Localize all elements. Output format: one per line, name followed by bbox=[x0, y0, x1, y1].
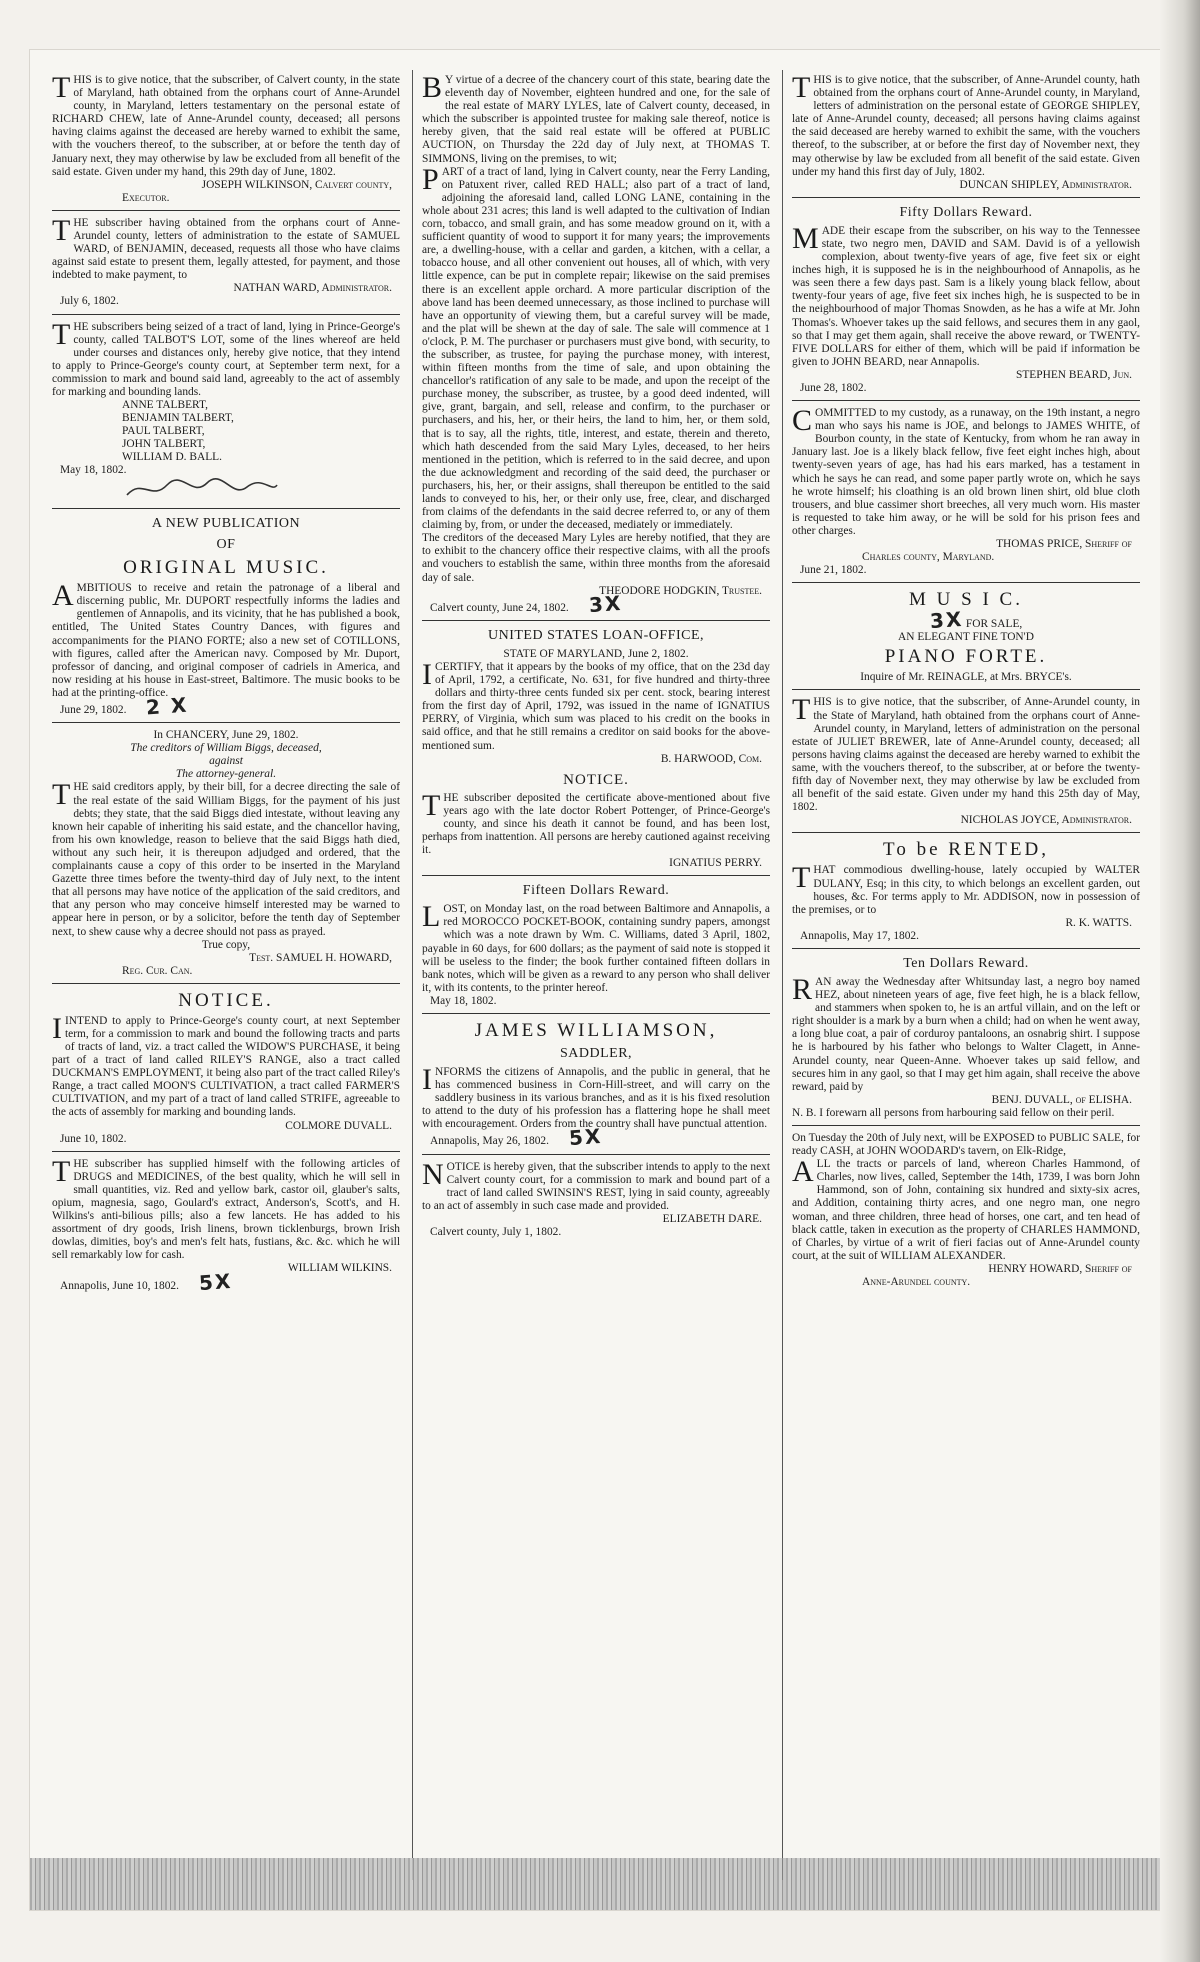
notice-body: THE said creditors apply, by their bill, for a decree directing the sale of the real estate of the said William Biggs, for the payment of his just debts; they state, that the said Biggs died intestate, without leaving any known heir capable of inheriting his said estate, and the chancellor having, from his own knowledge, reason to believe that the said Biggs hath died, without any such heir, it is thereupon adjudged and ordered, that the complainants cause a copy of this order to be inserted in the Maryland Gazette three times before the twenty-third day of July next, to the intent that all persons may have notice of the application of the said creditors, and that any person who may conceive himself interested may be warned to appear here in person, or by a solicitor, before the tenth day of September next, to shew cause why a decree should not pass as prayed. bbox=[52, 778, 400, 938]
perry-notice bbox=[422, 771, 770, 871]
notice-body: THIS is to give notice, that the subscriber, of Anne-Arundel county, in the State of Maryland, hath obtained from the orphans court of Anne-Arundel county, in Maryland, letters of administration on the personal estate of JULIET BREWER, late of Anne-Arundel county, deceased; all persons having claims against the deceased are hereby warned to exhibit the same, with the vouchers thereof, to the subscriber, at or before the twenty-fifth day of November next, they may otherwise by law be excluded from all benefit of the said estate. Given under my hand this 25th day of May, 1802. bbox=[792, 693, 1140, 814]
notice-body: COMMITTED to my custody, as a runaway, on the 19th instant, a negro man who says his name is JOE, and belongs to JAMES WHITE, of Bourbon county, in the state of Kentucky, from whom he ran away in January last. Joe is a likely black fellow, five feet eight inches high, about twenty-seven years of age, has had his ears marked, has a testament in which he says he can read, and some paper partly wrote on, which he says he wrote himself; his cloathing is an old brown linen shirt, old blue cloth trousers, and blue cassimer short breeches, all very much worn. His master is requested to take him away, or he will be sold for his prison fees and other charges. bbox=[792, 404, 1140, 537]
column-rule bbox=[782, 70, 783, 1880]
handwritten-mark: 3X bbox=[587, 590, 623, 617]
nota-bene: N. B. I forewarn all persons from harbouring said fellow on their peril. bbox=[792, 1106, 1115, 1119]
committed-notice bbox=[792, 404, 1140, 577]
ad-body: MADE their escape from the subscriber, on his way to the Tennessee state, two negro men, DAVID and SAM. David is of a yellowish complexion, about twenty-five years of age, five feet six or eight inches high, it is supposed he is in the neighbourhood of Annapolis, as he was seen there a few days past. Sam is a likely young black fellow, about twenty-four years of age, five feet six inches high, he is suspected to be in the neighbourhood of major Thomas Snowden, as he has a wife at Mr. John Thomas's. Whoever takes up the said fellows, and secures them in any gaol, so that I may get them again, shall receive the above reward, or TWENTY-FIVE DOLLARS for either of them, which will be paid if information be given to JOHN BEARD, near Annapolis. bbox=[792, 221, 1140, 368]
signature: HENRY HOWARD, Sheriff of bbox=[988, 1262, 1132, 1275]
handwritten-mark: 3X bbox=[928, 607, 964, 634]
divider bbox=[422, 1013, 770, 1014]
ten-dollars-reward bbox=[792, 955, 1140, 1120]
date-text: Annapolis, May 26, 1802. bbox=[430, 1135, 549, 1148]
scan-bottom-edge bbox=[30, 1858, 1160, 1910]
fifteen-dollars-reward bbox=[422, 882, 770, 1008]
signature: WILLIAM D. BALL. bbox=[122, 451, 222, 464]
for-sale: FOR SALE, bbox=[965, 618, 1023, 631]
notice-date: June 28, 1802. bbox=[800, 381, 867, 394]
signature: WILLIAM WILKINS. bbox=[287, 1262, 392, 1275]
ad-heading: To be RENTED, bbox=[883, 839, 1049, 861]
divider bbox=[792, 197, 1140, 198]
signature: STEPHEN BEARD, Jun. bbox=[1016, 368, 1132, 381]
notice-body: THIS is to give notice, that the subscriber, of Anne-Arundel county, hath obtained from the orphans court of Anne-Arundel county, in Maryland, letters of administration on the personal estate of GEORGE SHIPLEY, late of Anne-Arundel county, deceased; all persons having claims against the said deceased are hereby warned to exhibit the same, with the vouchers thereof, to the subscriber, at or before the first day of November next, they may otherwise by law be excluded from all benefit of the said estate. Given under my hand this first day of July, 1802. bbox=[792, 74, 1140, 178]
ad-heading: OF bbox=[216, 537, 236, 553]
signature: NATHAN WARD, Administrator. bbox=[233, 282, 392, 295]
notice-body: The creditors of the deceased Mary Lyles are hereby notified, that they are to exhibit to the chancery office their respective claims, with all the proofs and vouchers to establish the same, within three months from the aforesaid day of sale. bbox=[422, 532, 770, 584]
divider bbox=[792, 689, 1140, 690]
shipley-notice bbox=[792, 74, 1140, 192]
public-sale-notice bbox=[792, 1132, 1140, 1289]
ad-heading: UNITED STATES LOAN-OFFICE, bbox=[487, 627, 705, 643]
signature: NICHOLAS JOYCE, Administrator. bbox=[960, 814, 1132, 827]
ad-heading: Ten Dollars Reward. bbox=[903, 955, 1029, 971]
duvall-notice bbox=[52, 990, 400, 1146]
notice-date: June 10, 1802. bbox=[60, 1132, 127, 1145]
piano-ad bbox=[792, 589, 1140, 684]
divider bbox=[792, 582, 1140, 583]
notice-date: Calvert county, July 1, 1802. bbox=[430, 1226, 562, 1239]
ad-body: THE subscriber has supplied himself with the following articles of DRUGS and MEDICINES, of the best quality, which he will sell in small quantities, viz. Red and yellow bark, castor oil, glauber's salts, opium, magnesia, sago, Goulard's extract, Anderson's, Scott's, and H. Wilkins's anti-bilious pills; also a few lancets. He has added to his assortment of dry goods, Irish linens, brown ticklenburgs, brown Irish dowlas, dimities, boy's and men's felt hats, fustians, &c. &c. which he will sell remarkably low for cash. bbox=[52, 1154, 400, 1262]
fifty-dollars-reward bbox=[792, 204, 1140, 395]
ad-body: INFORMS the citizens of Annapolis, and the public in general, that he has commenced business in Corn-Hill-street, and will carry on the saddlery business in its various branches, and as it is his fixed resolution to attend to the duty of his profession has a flattering hope he shall meet with encouragement. Orders from the country shall have punctual attention. bbox=[422, 1063, 770, 1131]
divider bbox=[52, 314, 400, 315]
notice-date: Annapolis, May 17, 1802. bbox=[800, 929, 919, 942]
notice-body: ALL the tracts or parcels of land, whereon Charles Hammond, of Charles, now lives, called, September the 14th, 1739, I was born John Hammond, son of John, containing six hundred and sixty-six acres, and Addition, containing thirty acres, and one negro man, one negro woman, and three children, three head of horses, one cart, and ten head of black cattle, taken in execution as the property of CHARLES HAMMOND, of Charles, by virtue of a writ of fieri facias out of Anne-Arundel county court, at the suit of WILLIAM ALEXANDER. bbox=[792, 1155, 1140, 1262]
notice-body: IINTEND to apply to Prince-George's county court, at next September term, for a commission to mark and bound the following tracts and parts of tracts of land, viz. a tract called the WIDOW'S PURCHASE, it being part of a tract of land called RILEY'S RANGE, also a tract called DUCKMAN'S EMPLOYMENT, it being also part of the tract called Riley's Range, a tract called MOON'S CULTIVATION, a tract called FARMER'S CULTIVATION, and my part of a tract of land called STRIFE, agreeable to the acts of assembly for marking and bounding lands. bbox=[52, 1011, 400, 1119]
signature: JOSEPH WILKINSON, Calvert county, bbox=[201, 178, 392, 191]
signature: B. HARWOOD, Com. bbox=[660, 752, 762, 765]
ad-heading: JAMES WILLIAMSON, bbox=[474, 1020, 718, 1041]
talbert-notice bbox=[52, 317, 400, 504]
divider bbox=[422, 620, 770, 621]
signature: COLMORE DUVALL. bbox=[285, 1119, 392, 1132]
ward-notice bbox=[52, 213, 400, 309]
signature: DUNCAN SHIPLEY, Administrator. bbox=[959, 178, 1132, 191]
scan-right-edge bbox=[1160, 0, 1200, 1962]
ad-body: RAN away the Wednesday after Whitsunday last, a negro boy named HEZ, about nineteen years of age, five feet high, he is a black fellow, and stammers when spoken to, he is an artful villain, and on the left or right shoulder is a mark by a burn when a child; had on when he went away, a long blue coat, a pair of corduroy pantaloons, an osnabrig shirt. I suppose he is harboured by his father who belongs to Walter Clagett, in Anne-Arundel county, near Queen-Anne. Whoever takes up said fellow, and secures him in any gaol, so that I may get him again, shall receive the above reward, paid by bbox=[792, 972, 1140, 1093]
ad-line: Inquire of Mr. REINAGLE, at Mrs. BRYCE's. bbox=[860, 671, 1072, 684]
notice-body: ICERTIFY, that it appears by the books of my office, that on the 23d day of April, 1792, a certificate, No. 631, for five hundred and thirty-three dollars and thirty-three cents funded six per cent. stock, bearing interest from the first day of April, 1792, was issued in the name of IGNATIUS PERRY, of Virginia, which sum was placed to his credit on the books in said office, and that he still remains a creditor on said books for the above-mentioned sum. bbox=[422, 657, 770, 752]
chancery-sale-notice bbox=[422, 74, 770, 615]
signature: PAUL TALBERT, bbox=[122, 425, 205, 438]
handwritten-signature bbox=[122, 473, 282, 503]
loan-office-notice bbox=[422, 627, 770, 766]
dare-notice bbox=[422, 1157, 770, 1240]
rent-ad bbox=[792, 839, 1140, 943]
signature: THEODORE HODGKIN, Trustee. bbox=[599, 584, 762, 597]
ad-body: LOST, on Monday last, on the road between Baltimore and Annapolis, a red MOROCCO POCKET-BOOK, containing sundry papers, amongst which was a note drawn by Wm. C. Williams, dated 3 April, 1802, payable in 60 days, for 600 dollars; as the payment of said note is stopped it will be useless to the finder; the book further contained fifteen dollars in bank notes, which will be given as a reward to any person who shall deliver it, with its contents, to the printer hereof. bbox=[422, 900, 770, 994]
divider bbox=[52, 983, 400, 984]
ad-heading: In CHANCERY, June 29, 1802. bbox=[153, 729, 299, 742]
signature: ELIZABETH DARE. bbox=[662, 1212, 762, 1225]
williamson-ad bbox=[422, 1020, 770, 1149]
ad-heading: ORIGINAL MUSIC. bbox=[123, 557, 329, 579]
handwritten-mark: 2 X bbox=[145, 692, 190, 720]
ad-subheading: STATE OF MARYLAND, June 2, 1802. bbox=[503, 647, 689, 660]
column-right bbox=[792, 74, 1140, 1874]
ad-body: THAT commodious dwelling-house, lately occupied by WALTER DULANY, Esq; in this city, to which belongs an excellent garden, out houses, &c. For terms apply to Mr. ADDISON, now in possession of the premises, or to bbox=[792, 861, 1140, 916]
ad-heading: NOTICE. bbox=[563, 771, 629, 788]
ad-line bbox=[792, 607, 1140, 634]
notice-body: On Tuesday the 20th of July next, will be EXPOSED to PUBLIC SALE, for ready CASH, at JOHN WOODARD's tavern, on Elk-Ridge, bbox=[792, 1132, 1140, 1158]
divider bbox=[52, 722, 400, 723]
ad-heading: M U S I C. bbox=[909, 589, 1023, 611]
ad-heading: PIANO FORTE. bbox=[884, 646, 1048, 668]
date-text: Annapolis, June 10, 1802. bbox=[60, 1279, 179, 1292]
signature: JOHN TALBERT, bbox=[122, 438, 206, 451]
ad-body: AMBITIOUS to receive and retain the patronage of a liberal and discerning public, Mr. DUPORT respectfully informs the ladies and gentlemen of Annapolis, and its vicinity, that he has published a book, entitled, The United States Country Dances, with figures and accompaniments for the PIANO FORTE; also a new set of COTILLONS, with figures, called after the American navy. Composed by Mr. Duport, professor of dancing, and original composer of cadriels in America, and now residing at his house in East-street, Baltimore. The music books to be had at the printing-office. bbox=[52, 579, 400, 699]
notice-body: THE subscriber having obtained from the orphans court of Anne-Arundel county, letters of administration to the estate of SAMUEL WARD, of BENJAMIN, deceased, requests all those who have claims against said estate to present them, legally attested, for payment, and those indebted to make payment, to bbox=[52, 213, 400, 282]
wilkins-ad bbox=[52, 1154, 400, 1295]
signature: IGNATIUS PERRY. bbox=[669, 857, 762, 870]
ad-subheading: SADDLER, bbox=[559, 1046, 633, 1061]
notice-body: NOTICE is hereby given, that the subscriber intends to apply to the next Calvert county court, for a commission to mark and bound part of a tract of land called SWINSIN'S REST, lying in said county, agreeably to an act of assembly in such case made and provided. bbox=[422, 1157, 770, 1212]
chancery-notice bbox=[52, 729, 400, 978]
signature-title: Anne-Arundel county. bbox=[862, 1276, 971, 1289]
notice-body: THE subscriber deposited the certificate above-mentioned about five years ago with the late doctor Robert Pottenger, of Prince-George's county, and since his death it cannot be found, and has been lost, perhaps from inattention. All persons are hereby cautioned against receiving it. bbox=[422, 788, 770, 857]
divider bbox=[792, 1125, 1140, 1126]
handwritten-mark: 5X bbox=[198, 1268, 234, 1295]
signature-title: Reg. Cur. Can. bbox=[122, 964, 193, 977]
brewer-notice bbox=[792, 693, 1140, 827]
ad-heading: Fifteen Dollars Reward. bbox=[522, 883, 670, 899]
wilkinson-notice bbox=[52, 74, 400, 205]
ad-subheading: The creditors of William Biggs, deceased, bbox=[130, 742, 322, 755]
column-middle bbox=[422, 74, 770, 1874]
notice-date bbox=[52, 692, 400, 720]
signature-title: Charles county, Maryland. bbox=[862, 551, 995, 564]
notice-date bbox=[422, 1124, 770, 1151]
notice-body: PART of a tract of land, lying in Calvert county, near the Ferry Landing, on Patuxent river, called RED HALL; also part of a tract of land, adjoining the aforesaid land, called LONG LANE, containing in the whole about 231 acres; this land is well adapted to the cultivation of Indian corn, tobacco, and small grain, and has some meadow ground on it, with a sufficient quantity of wood to support it for many years; the improvements are, a dwelling-house, with a cellar and garden, a kitchen, with a cellar, a tobacco house, and all other convenient out houses, all of which, with very little expence, can be put in complete repair; likewise on the said premises there is an excellent apple orchard. A more particular discription of the above land has been deemed unnecessary, as those inclined to purchase will have an opportunity of viewing them, but a careful survey will be made, and the plat will be shewn at the day of sale. The sale will commence at 1 o'clock, P. M. The purchaser or purchasers must give bond, with security, to the subscriber, as trustee, for paying the purchase money, with interest, within fifteen months from the time of sale, and upon obtaining the chancellor's ratification of any sale to be made, and upon the receipt of the purchase money, the subscriber, as trustee, by a good deed indented, will give, grant, bargain, and sell, release and confirm, to the purchaser or purchasers, and his, her, or their heirs, the land to him, her, or them sold, that is to say, all the rights, title, interest, and estate, therein and thereto, which hath descended from the said Mary Lyles, deceased, to her heirs mentioned in the petition, which is referred to in the said decree, and upon the due acknowledgment and recording of the said deed, the purchaser or purchasers, his, her, or their assigns, shall thereupon be entitled to the said lands to conveyed to his, her, or their only use, free, clear, and discharged from claims of the defendants in the said decree referred to, or any of them claiming by, from, or under the deceased, mediately or immediately. bbox=[422, 162, 770, 532]
notice-body: THIS is to give notice, that the subscriber, of Calvert county, in the state of Maryland, hath obtained from the orphans court of Anne-Arundel county, in Maryland, letters testamentary on the personal estate of RICHARD CHEW, late of Anne-Arundel county, deceased; all persons having claims against the deceased are hereby warned to exhibit the same, with the vouchers thereof, to the subscriber, at or before the tenth day of January next, they may otherwise by law be excluded from all benefit of the said estate. Given under my hand, this 29th day of June, 1802. bbox=[52, 74, 400, 178]
ad-heading: NOTICE. bbox=[178, 989, 274, 1011]
date-text: Calvert county, June 24, 1802. bbox=[430, 601, 569, 614]
signature: BENJAMIN TALBERT, bbox=[122, 412, 234, 425]
divider bbox=[422, 1154, 770, 1155]
notice-date: May 18, 1802. bbox=[60, 464, 127, 477]
divider bbox=[52, 1151, 400, 1152]
signature: BENJ. DUVALL, of ELISHA. bbox=[991, 1093, 1132, 1106]
signature: R. K. WATTS. bbox=[1065, 916, 1132, 929]
ad-heading: A NEW PUBLICATION bbox=[151, 516, 301, 532]
notice-body: THE subscribers being seized of a tract of land, lying in Prince-George's county, called TALBOT'S LOT, some of the lines whereof are held under courses and distances only, hereby give notice, that they intend to apply to Prince-George's county court, at September term next, for a commission to mark and bound said land, agreeably to the act of assembly for marking and bounding lands. bbox=[52, 317, 400, 398]
ad-line: AN ELEGANT FINE TON'D bbox=[898, 631, 1034, 644]
notice-body: BY virtue of a decree of the chancery court of this state, bearing date the eleventh day of November, eighteen hundred and one, for the sale of the real estate of MARY LYLES, late of Calvert county, deceased, in which the subscriber is appointed trustee for making sale thereof, notice is hereby given, that the said real estate will be offered at PUBLIC AUCTION, on Thursday the 22d day of July next, at THOMAS T. SIMMONS, living on the premises, to wit; bbox=[422, 74, 770, 165]
date-text: June 29, 1802. bbox=[60, 704, 127, 716]
signature: THOMAS PRICE, Sheriff of bbox=[996, 538, 1132, 550]
ad-heading: Fifty Dollars Reward. bbox=[899, 204, 1033, 220]
notice-date: May 18, 1802. bbox=[430, 994, 497, 1007]
divider bbox=[792, 400, 1140, 401]
newspaper-page bbox=[30, 50, 1160, 1910]
signature-title: Executor. bbox=[122, 191, 170, 204]
notice-date: July 6, 1802. bbox=[60, 295, 119, 308]
ad-subheading: The attorney-general. bbox=[175, 768, 277, 781]
signature: ANNE TALBERT, bbox=[122, 399, 208, 412]
original-music-ad bbox=[52, 515, 400, 720]
column-rule bbox=[412, 70, 413, 1880]
divider bbox=[52, 508, 400, 509]
true-copy: True copy, bbox=[201, 938, 251, 951]
divider bbox=[792, 948, 1140, 949]
divider bbox=[792, 832, 1140, 833]
handwritten-mark: 5X bbox=[568, 1124, 604, 1151]
signature: Test. SAMUEL H. HOWARD, bbox=[249, 951, 392, 964]
ad-subheading: against bbox=[209, 755, 243, 768]
column-left bbox=[52, 74, 400, 1874]
notice-date: June 21, 1802. bbox=[800, 564, 867, 577]
divider bbox=[422, 875, 770, 876]
divider bbox=[52, 210, 400, 211]
